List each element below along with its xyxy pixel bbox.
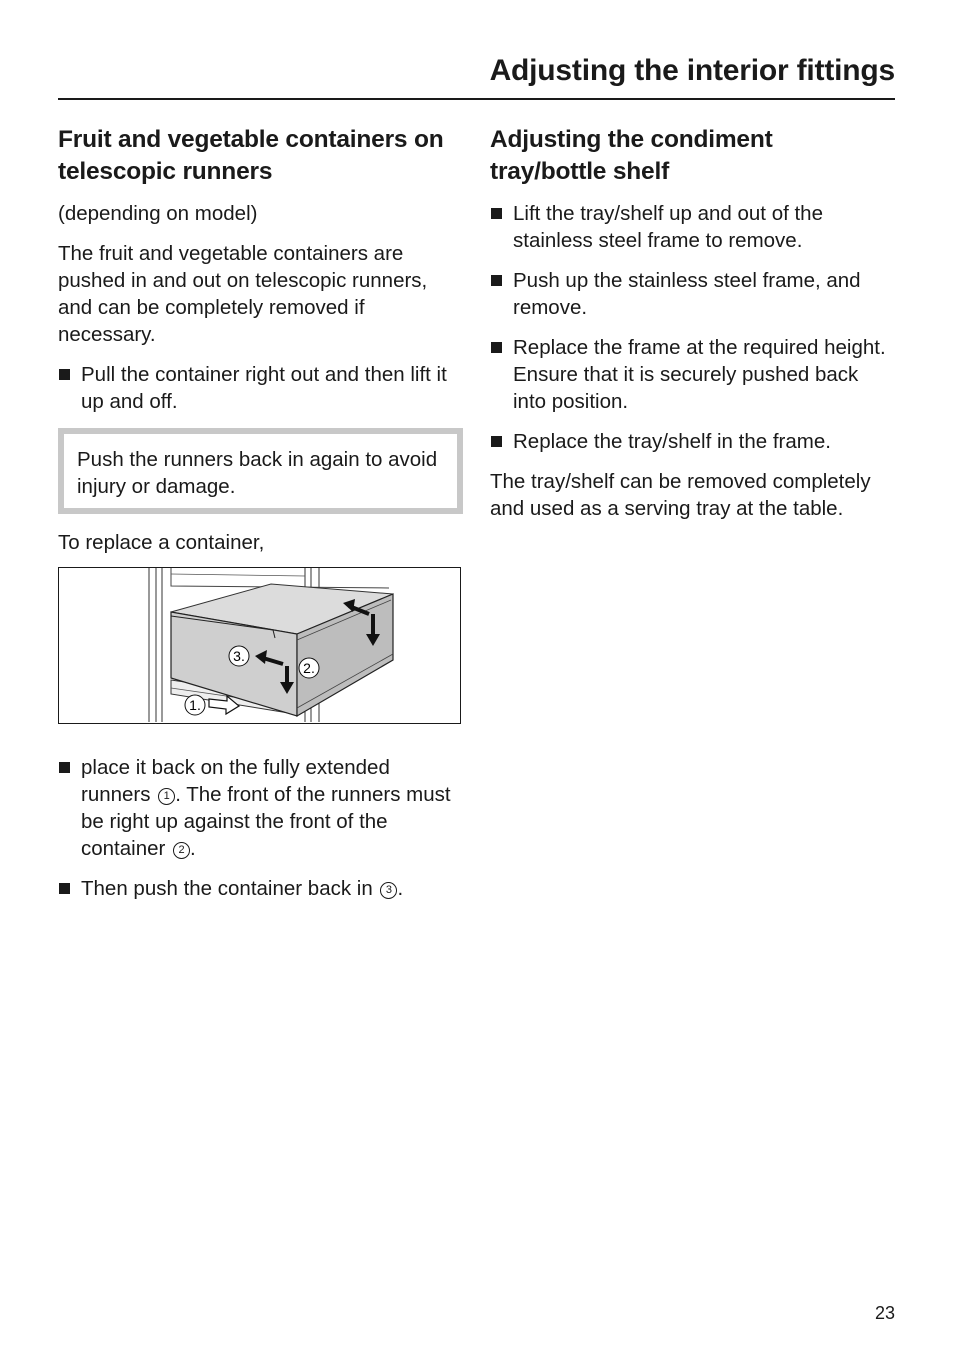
step-text: Pull the container right out and then lift it up and off. bbox=[81, 363, 447, 413]
page-number: 23 bbox=[874, 1303, 895, 1323]
bullet-square-icon bbox=[59, 369, 70, 380]
page-header bbox=[58, 52, 895, 100]
bullet-square-icon bbox=[491, 208, 502, 219]
list-item bbox=[58, 875, 463, 902]
list-item bbox=[58, 361, 463, 415]
bullet-square-icon bbox=[491, 436, 502, 447]
step-text: Lift the tray/shelf up and out of the stainless steel frame to remove. bbox=[513, 202, 823, 252]
replacement-steps bbox=[58, 754, 463, 902]
section-heading-containers: Fruit and vegetable containers on telescopic runners bbox=[58, 126, 444, 185]
step-label-2: 2. bbox=[303, 660, 315, 676]
model-note: (depending on model) bbox=[58, 202, 258, 225]
tray-steps bbox=[490, 200, 895, 455]
drawer-diagram bbox=[59, 568, 459, 722]
section-condiment-tray bbox=[490, 124, 895, 535]
list-item bbox=[490, 428, 895, 455]
list-item bbox=[58, 754, 463, 862]
section-fruit-vegetable-containers bbox=[58, 124, 463, 915]
page-title: Adjusting the interior fittings bbox=[489, 54, 895, 87]
step-text: Push up the stainless steel frame, and remove. bbox=[513, 269, 861, 319]
bullet-square-icon bbox=[491, 275, 502, 286]
step-label-1: 1. bbox=[189, 697, 201, 713]
bullet-square-icon bbox=[59, 883, 70, 894]
step-text-a: Then push the container back in bbox=[81, 877, 379, 900]
intro-paragraph: The fruit and vegetable containers are pushed in and out on telescopic runners, and can be completely removed if necessary. bbox=[58, 242, 428, 346]
step-number-2: 2 bbox=[173, 842, 190, 859]
removal-steps bbox=[58, 361, 463, 415]
step-text: Replace the tray/shelf in the frame. bbox=[513, 430, 831, 453]
list-item bbox=[490, 200, 895, 254]
step-text: Replace the frame at the required height. Ensure that it is securely pushed back into position. bbox=[513, 336, 886, 413]
step-text-a: place it back on the fully extended runners bbox=[81, 756, 390, 806]
warning-box bbox=[58, 428, 463, 514]
bullet-square-icon bbox=[59, 762, 70, 773]
step-label-3: 3. bbox=[233, 648, 245, 664]
warning-text: Push the runners back in again to avoid injury or damage. bbox=[77, 448, 438, 498]
closing-paragraph: The tray/shelf can be removed completely and used as a serving tray at the table. bbox=[490, 470, 871, 520]
bullet-square-icon bbox=[491, 342, 502, 353]
step-number-1: 1 bbox=[158, 788, 175, 805]
step-number-3: 3 bbox=[380, 882, 397, 899]
list-item bbox=[490, 334, 895, 415]
replace-intro: To replace a container, bbox=[58, 531, 265, 554]
section-heading-condiment-tray: Adjusting the condiment tray/bottle shelf bbox=[490, 126, 773, 185]
list-item bbox=[490, 267, 895, 321]
step-text-b: . The front of the runners must be right up against the front of the container bbox=[81, 783, 451, 860]
step-text-c: . bbox=[397, 877, 404, 900]
step-text-c: . bbox=[190, 837, 196, 860]
container-illustration bbox=[58, 567, 461, 724]
